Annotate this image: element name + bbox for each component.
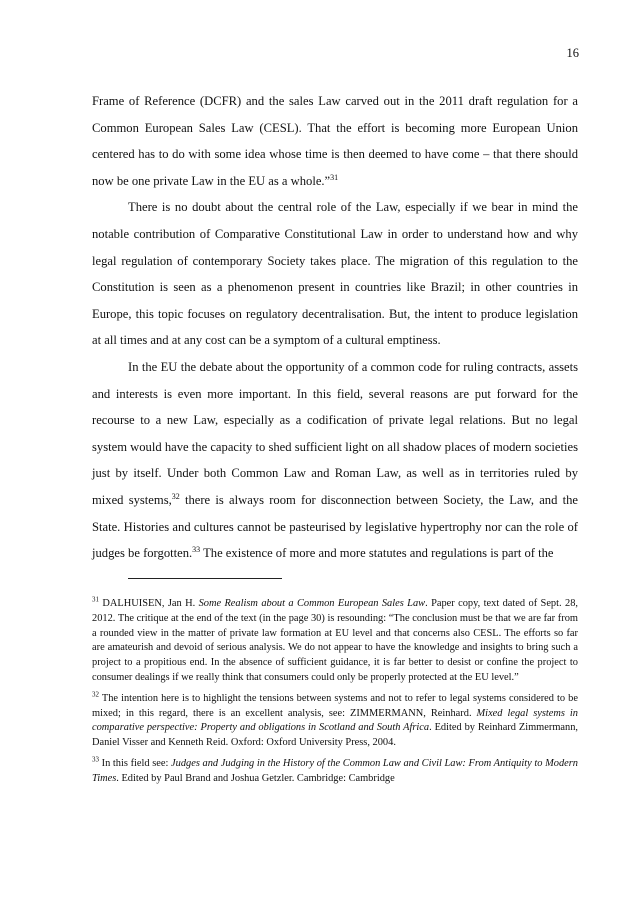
paragraph-3-text-a: In the EU the debate about the opportunity of a common code for ruling contracts, assets and interests is even more important. In this field, several reasons are put forward for the recourse to a new Law, especially as a codification of private legal relations. But no legal system would have the capacity to shed sufficient light on all shadow places of modern societies just by itself. Under both Common Law and Roman Law, as well as in territories ruled by mixed systems, [92, 359, 578, 507]
paragraph-2: There is no doubt about the central role of the Law, especially if we bear in mind the notable contribution of Comparative Constitutional Law in order to understand how and why legal regulation of contemporary Society takes place. The migration of this regulation to the Constitution is seen as a phenomenon present in countries like Brazil; in other countries in Europe, this topic focuses on regulatory decentralisation. But, the intent to produce legislation at all times and at any cost can be a symptom of a cultural emptiness. [92, 200, 578, 348]
footnote-separator [128, 578, 282, 579]
footnote-33 [92, 757, 578, 787]
footnote-ref-32[interactable]: 32 [171, 491, 180, 501]
footnote-31-rest: . Paper copy, text dated of Sept. 28, 2012. The critique at the end of the text (in the page 30) is resounding: “The conclusion must be that we are far from a rounded view in the matter of private law formation at EU level and that concerns also CESL. The efforts so far are amateurish and devoid of serious analysis. We do not appear to have the knowledge and insights to bring such a project to a propitious end. In the absence of sufficient guidance, it is far better to desist or confine the project to consumer dealings if we really think that consumers could only be properly protected at the EU level.” [92, 598, 578, 683]
paragraph-1-text: Frame of Reference (DCFR) and the sales Law carved out in the 2011 draft regulation for a Common European Sales Law (CESL). That the effort is becoming more European Union centered has to do with some idea whose time is then deemed to have come – that there should now be one private Law in the EU as a whole.” [92, 94, 578, 188]
footnote-31 [92, 597, 578, 686]
page-number: 16 [566, 46, 579, 60]
footnote-32 [92, 692, 578, 751]
footnote-ref-33[interactable]: 33 [192, 544, 201, 554]
footnote-32-lead: The intention here is to highlight the tensions between systems and not to refer to legal systems considered to be mixed; in this regard, there is an excellent analysis, see: ZIMMERMANN, Reinhard. [92, 692, 578, 719]
footnote-33-title: Judges and Judging in the History of the Common Law and Civil Law: From Antiquity to Modern Times [92, 757, 579, 784]
footnote-32-rest: . Edited by Reinhard Zimmermann, Daniel Visser and Kenneth Reid. Oxford: Oxford University Press, 2004. [92, 722, 578, 749]
paragraph-1 [92, 88, 578, 194]
footnote-32-title: Mixed legal systems in comparative perspective: Property and obligations in Scotland and South Africa [92, 707, 578, 734]
footnote-33-rest: . Edited by Paul Brand and Joshua Getzler. Cambridge: Cambridge [116, 772, 395, 784]
footnote-33-number: 33 [92, 755, 99, 764]
paragraph-3-text-b: there is always room for disconnection between Society, the Law, and the State. Histories and cultures cannot be pasteurised by legislative hypertrophy nor can the role of judges be forgotten. [92, 492, 578, 561]
footnote-33-lead: In this field see: [99, 757, 172, 769]
paragraph-3-text-c: The existence of more and more statutes and regulations is part of the [200, 546, 554, 561]
footnote-ref-31[interactable]: 31 [330, 172, 339, 182]
footnote-31-number: 31 [92, 595, 99, 604]
paragraph-3 [92, 354, 578, 567]
footnote-32-number: 32 [92, 690, 99, 699]
footnote-31-title: Some Realism about a Common European Sales Law [198, 598, 426, 609]
footnotes [92, 597, 578, 793]
footnote-31-lead: DALHUISEN, Jan H. [99, 598, 199, 609]
body-text [92, 88, 578, 567]
